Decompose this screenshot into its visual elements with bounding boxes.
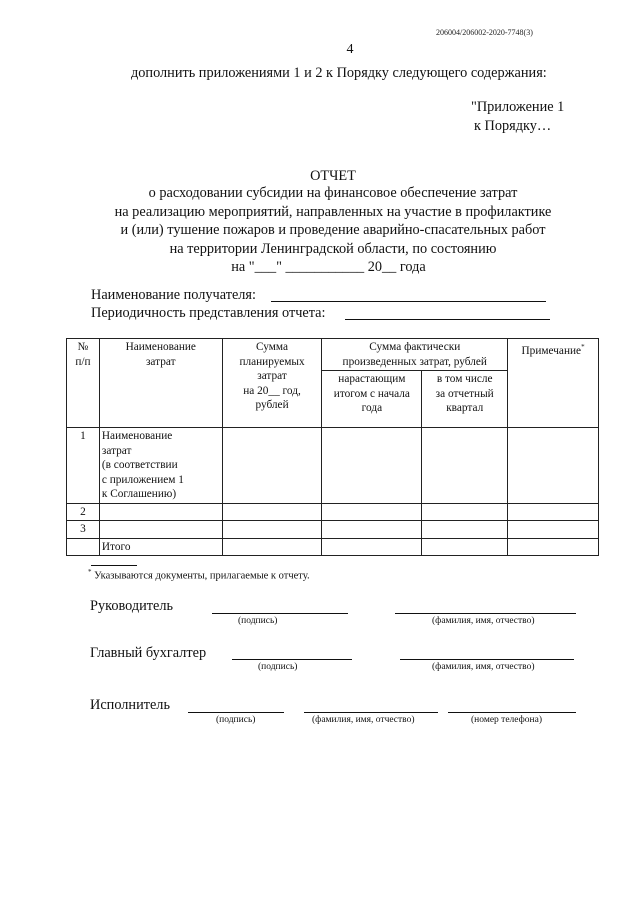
header-text: квартал xyxy=(446,402,484,414)
appendix-reference xyxy=(471,98,564,136)
subtitle-line: на реализацию мероприятий, направленных на участие в профилактике xyxy=(114,203,552,220)
table-cell[interactable] xyxy=(508,428,599,504)
subtitle-line: и (или) тушение пожаров и проведение аварийно-спасательных работ xyxy=(120,222,546,239)
header-text: Сумма xyxy=(256,341,289,353)
frequency-label: Периодичность представления отчета: xyxy=(91,305,326,321)
total-label: Итого xyxy=(99,538,222,556)
table-cell[interactable] xyxy=(222,538,322,556)
table-header-row xyxy=(67,339,599,371)
header-text: п/п xyxy=(75,355,91,368)
recipient-input-line[interactable] xyxy=(271,301,546,302)
header-note xyxy=(508,339,599,428)
phone-caption: (номер телефона) xyxy=(471,715,542,725)
table-total-row xyxy=(67,538,599,556)
footnote-divider xyxy=(91,565,137,566)
appendix-reference-line-2: к Порядку… xyxy=(474,118,552,134)
name-caption: (фамилия, имя, отчество) xyxy=(432,662,535,672)
executor-label: Исполнитель xyxy=(90,697,170,713)
header-text: года xyxy=(361,402,383,414)
row-name-text: (в соответствии xyxy=(101,459,178,471)
header-text: планируемых xyxy=(239,355,305,368)
report-title: ОТЧЕТ xyxy=(310,168,356,184)
header-text: Примечание xyxy=(521,344,582,357)
table-cell[interactable] xyxy=(222,521,322,539)
signature-caption: (подпись) xyxy=(238,616,278,626)
header-text: рублей xyxy=(255,399,289,411)
row-number: 2 xyxy=(67,503,100,521)
header-number xyxy=(67,339,100,428)
table-cell[interactable] xyxy=(322,538,422,556)
table-cell[interactable] xyxy=(322,503,422,521)
table-cell[interactable] xyxy=(222,503,322,521)
header-cumulative xyxy=(322,371,422,428)
header-text: № xyxy=(77,341,89,353)
header-planned xyxy=(222,339,322,428)
signature-caption: (подпись) xyxy=(216,715,256,725)
intro-text: дополнить приложениями 1 и 2 к Порядку следующего содержания: xyxy=(131,65,547,81)
table-row xyxy=(67,503,599,521)
accountant-name-line[interactable] xyxy=(400,659,574,660)
name-caption: (фамилия, имя, отчество) xyxy=(312,715,415,725)
header-text: произведенных затрат, рублей xyxy=(342,355,487,368)
table-cell[interactable] xyxy=(422,428,508,504)
signature-caption: (подпись) xyxy=(258,662,298,672)
table-cell[interactable] xyxy=(322,521,422,539)
subtitle-line: о расходовании субсидии на финансовое обеспечение затрат xyxy=(148,185,518,201)
footnote xyxy=(88,568,310,582)
header-text: в том числе xyxy=(436,373,493,385)
header-text: затрат xyxy=(145,355,176,368)
header-quarter xyxy=(422,371,508,428)
row-name-text: к Соглашению) xyxy=(101,488,177,500)
row-name-text: с приложением 1 xyxy=(101,473,184,486)
footnote-mark: * xyxy=(88,568,92,576)
report-table xyxy=(66,338,599,556)
header-text: итогом с начала xyxy=(333,387,410,400)
document-id: 206004/206002-2020-7748(3) xyxy=(436,28,533,37)
table-cell[interactable] xyxy=(508,538,599,556)
header-text: затрат xyxy=(257,370,287,382)
row-name xyxy=(99,428,222,504)
header-text: Наименование xyxy=(125,341,196,353)
table-row xyxy=(67,521,599,539)
table-cell[interactable] xyxy=(508,503,599,521)
row-number: 3 xyxy=(67,521,100,539)
table-cell[interactable] xyxy=(99,503,222,521)
table-cell[interactable] xyxy=(422,538,508,556)
row-name-text: Наименование xyxy=(101,430,173,442)
subtitle-date-line: на "___" ___________ 20__ года xyxy=(231,259,426,276)
table-cell[interactable] xyxy=(422,503,508,521)
head-signature-line[interactable] xyxy=(212,613,348,614)
recipient-label: Наименование получателя: xyxy=(91,287,256,303)
row-name-text: затрат xyxy=(101,444,132,457)
chief-accountant-label: Главный бухгалтер xyxy=(90,645,207,661)
table-cell[interactable] xyxy=(222,428,322,504)
executor-name-line[interactable] xyxy=(304,712,438,713)
appendix-reference-line-1: "Приложение 1 xyxy=(471,99,565,115)
footnote-mark: * xyxy=(581,343,585,351)
footnote-text: Указываются документы, прилагаемые к отчету. xyxy=(94,570,310,582)
table-cell[interactable] xyxy=(99,521,222,539)
table-cell[interactable] xyxy=(508,521,599,539)
table-cell xyxy=(67,538,100,556)
executor-signature-line[interactable] xyxy=(188,712,284,713)
head-name-line[interactable] xyxy=(395,613,576,614)
header-text: за отчетный xyxy=(435,387,494,400)
executor-phone-line[interactable] xyxy=(448,712,576,713)
report-subtitle xyxy=(0,184,640,277)
table-cell[interactable] xyxy=(322,428,422,504)
table-cell[interactable] xyxy=(422,521,508,539)
accountant-signature-line[interactable] xyxy=(232,659,352,660)
name-caption: (фамилия, имя, отчество) xyxy=(432,616,535,626)
header-actual xyxy=(322,339,508,371)
subtitle-line: на территории Ленинградской области, по состоянию xyxy=(169,240,497,257)
page-number: 4 xyxy=(346,42,354,57)
table-row xyxy=(67,428,599,504)
header-text: Сумма фактически xyxy=(369,341,461,353)
frequency-input-line[interactable] xyxy=(345,319,550,320)
header-text: нарастающим xyxy=(338,373,406,385)
head-label: Руководитель xyxy=(90,598,174,614)
header-text: на 20__ год, xyxy=(243,384,301,397)
header-name xyxy=(99,339,222,428)
row-number: 1 xyxy=(67,428,100,504)
